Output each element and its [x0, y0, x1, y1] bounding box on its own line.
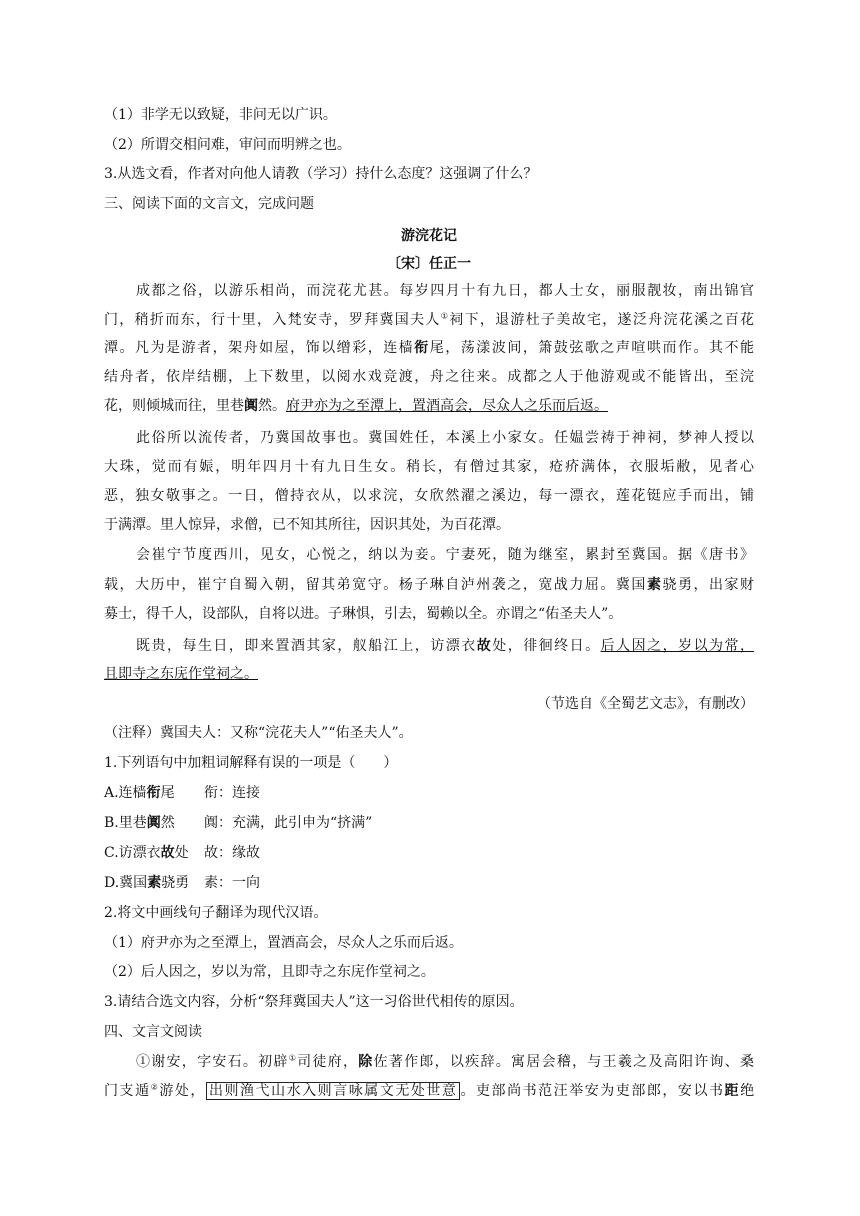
option-d: D.冀国素骁勇 素：一向 [104, 875, 260, 891]
prev-q2-item2: （2）所谓交相问难，审问而明辨之也。 [104, 137, 351, 153]
bold-word: 衔 [146, 785, 161, 801]
passage-p2-line2: 大珠，觉而有娠，明年四月十有九日生女。稍长，有僧过其家，疮疥满体，衣服垢敝，见者心 [104, 459, 754, 475]
passage-title: 游浣花记 [401, 228, 457, 244]
prev-question-3: 3.从选文看，作者对向他人请教（学习）持什么态度？这强调了什么？ [104, 166, 538, 182]
question-2-item1: （1）府尹亦为之至潭上，置酒高会，尽众人之乐而后返。 [104, 935, 463, 951]
underlined-sentence-1: 府尹亦为之至潭上，置酒高会，尽众人之乐而后返。 [286, 398, 608, 414]
passage-note: （注释）冀国夫人：又称“浣花夫人”“佑圣夫人”。 [104, 725, 413, 741]
bold-word: 素 [646, 577, 663, 593]
question-2: 2.将文中画线句子翻译为现代汉语。 [104, 905, 328, 921]
bold-word: 素 [147, 875, 162, 891]
bold-word: 除 [358, 1054, 374, 1070]
footnote-marker: ② [150, 1082, 160, 1092]
passage-p1-line5: 花，则倾城而往，里巷阗然。府尹亦为之至潭上，置酒高会，尽众人之乐而后返。 [104, 398, 608, 414]
underlined-sentence-2a: 后人因之，岁以为常， [600, 638, 755, 654]
question-3: 3.请结合选文内容，分析“祭拜冀国夫人”这一习俗世代相传的原因。 [104, 994, 524, 1010]
option-a: A.连樯衔尾 衔：连接 [104, 785, 260, 801]
bold-word: 阗 [244, 398, 258, 414]
bold-word: 衔 [414, 340, 430, 356]
passage-p3-line2: 载，大历中，崔宁自蜀入朝，留其弟宽守。杨子琳自泸州袭之，宽战力屈。冀国素骁勇，出家财 [104, 577, 755, 593]
bold-word: 故 [160, 845, 175, 861]
section4-heading: 四、文言文阅读 [104, 1024, 202, 1040]
bold-word: 距 [724, 1083, 741, 1099]
passage-p4-line2 [104, 664, 754, 684]
bold-word: 阗 [146, 815, 161, 831]
bold-word: 故 [476, 638, 493, 654]
footnote-marker: ① [440, 311, 450, 321]
option-c: C.访漂衣故处 故：缘故 [104, 845, 260, 861]
passage-p2-line4: 于满潭。里人惊异，求僧，已不知其所往，因识其处，为百花潭。 [104, 517, 510, 533]
passage-p2-line1: 此俗所以流传者，乃冀国故事也。冀国姓任，本溪上小家女。任媪尝祷于神祠，梦神人授以 [136, 430, 754, 446]
passage-p1-line2: 门，稍折而东，行十里，入梵安寺，罗拜冀国夫人①祠下，退游杜子美故宅，遂泛舟浣花溪之百花 [104, 311, 755, 328]
option-b: B.里巷阗然 阗：充满，此引申为“挤满” [104, 815, 373, 831]
section3-heading: 三、阅读下面的文言文，完成问题 [104, 196, 314, 212]
footnote-marker: ① [288, 1053, 298, 1063]
passage-p3-line1: 会崔宁节度西川，见女，心悦之，纳以为妾。宁妻死，随为继室，累封至冀国。据《唐书》 [136, 547, 754, 563]
passage-author: 〔宋〕任正一 [387, 256, 471, 272]
prev-q2-item1: （1）非学无以致疑，非问无以广识。 [104, 107, 337, 123]
question-2-item2: （2）后人因之，岁以为常，且即寺之东庑作堂祠之。 [104, 964, 435, 980]
section4-line2: 门支遁②游处， 出则渔弋山水入则言咏属文无处世意 。吏部尚书范汪举安为吏部郎，安以书距绝 [104, 1082, 755, 1099]
passage-p2-line3: 恶，独女敬事之。一日，僧持衣从，以求浣，女欣然濯之溪边，每一漂衣，莲花铤应手而出，铺 [104, 488, 754, 504]
section4-line1: ①谢安，字安石。初辟①司徒府，除佐著作郎，以疾辞。寓居会稽，与王羲之及高阳许询、桑 [136, 1053, 755, 1070]
passage-p4-line1: 既贵，每生日，即来置酒其家，舣船江上，访漂衣故处，徘徊终日。后人因之，岁以为常， [136, 638, 755, 654]
underlined-sentence-2b: 且即寺之东庑作堂祠之。 [104, 666, 258, 682]
passage-p1-line1: 成都之俗，以游乐相尚，而浣花尤甚。每岁四月十有九日，都人士女，丽服靓妆，南出锦官 [136, 283, 754, 299]
passage-p1-line4: 结舟者，依岸结棚，上下数里，以阅水戏竞渡，舟之往来。成都之人于他游观或不能皆出，至浣 [104, 369, 754, 385]
boxed-sentence: 出则渔弋山水入则言咏属文无处世意 [206, 1082, 461, 1100]
passage-p1-line3: 潭。凡为是游者，架舟如屋，饰以缯彩，连樯衔尾，荡漾波间，箫鼓弦歌之声喧哄而作。其不能 [104, 340, 755, 356]
question-1: 1.下列语句中加粗词解释有误的一项是（ ） [104, 755, 398, 771]
passage-source: （节选自《全蜀艺文志》，有删改） [537, 696, 754, 712]
passage-p3-line3: 募士，得千人，设部队，自将以进。子琳惧，引去，蜀赖以全。亦谓之“佑圣夫人”。 [104, 606, 623, 622]
